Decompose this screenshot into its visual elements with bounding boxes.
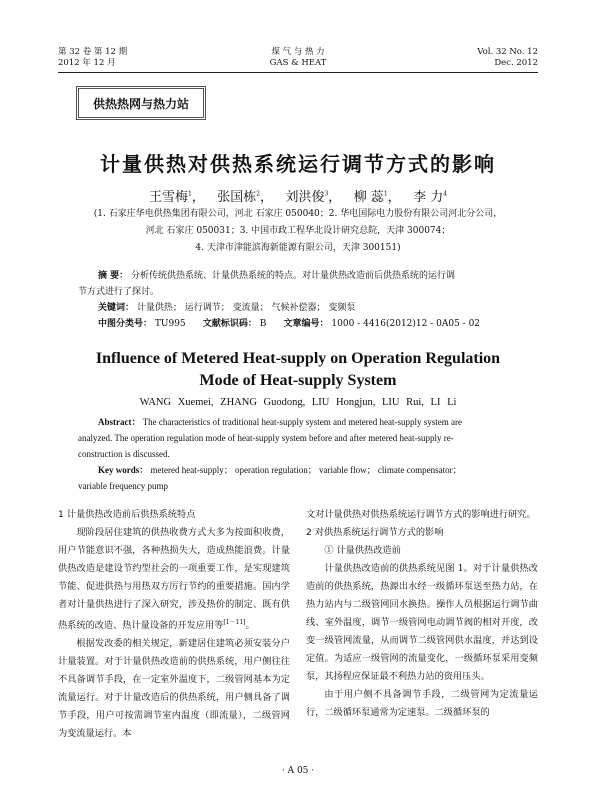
column-tag-label: 供热热网与热力站 (92, 96, 189, 111)
body-paragraph: 根据发改委的相关规定，新建居住建筑必须安装分户计量装置。对于计量供热改造前的供热系统，用户侧往往不具备调节手段，在一定室外温度下，二级管网基本为定流量运行。对于计量改造后的供热系统，用户侧具备了调节手段，用户可按需调节室内温度（即流量），二级管网为变流量运行。本 (58, 638, 290, 740)
keywords-en-label: Key words： (98, 465, 149, 475)
author-name: 刘洪俊 (285, 190, 325, 205)
clc-label: 中图分类号： (98, 319, 153, 329)
abstract-cn (78, 268, 518, 332)
citation-ref: [1－11] (223, 619, 246, 626)
doc-code-label: 文献标识码： (202, 319, 257, 329)
header-divider (58, 72, 538, 73)
date-en-text: Dec. 2012 (494, 58, 538, 68)
volume-en-text: Vol. 32 No. 12 (477, 47, 538, 57)
body-column-right (306, 506, 538, 722)
title-en-line: Mode of Heat-supply System (199, 372, 397, 389)
abstract-en-text: The characteristics of traditional heat-supply system and metered heat-supply system are (142, 417, 462, 427)
abstract-en-text: construction is discussed. (78, 449, 170, 459)
affiliation-line: (1. 石家庄华电供热集团有限公司，河北 石家庄 050040；2. 华电国际电力股份有限公司河北分公司， (93, 209, 503, 219)
abstract-en-label: Abstract： (98, 417, 141, 427)
authors-cn: 王雪梅$^1$， 张国栋$^2$， 刘洪俊$^3$， 柳 蕊$^1$， 李 力$^4$ (148, 190, 448, 205)
clc-value: TU995 (154, 319, 186, 329)
journal-name-en: GAS & HEAT (269, 58, 327, 68)
author-affil-sup: 3 (324, 190, 329, 198)
author-affil-sup: 1 (187, 190, 192, 198)
affiliation-line: 河北 石家庄 050031；3. 中国市政工程华北设计研究总院，天津 300074； (145, 226, 451, 236)
abstract-cn-text2: 节方式进行了探讨。 (78, 287, 160, 297)
abstract-en-text: analyzed. The operation regulation mode of heat-supply system before and after metered heat-supply re- (78, 433, 454, 443)
paper-title-cn: 计量供热对供热系统运行调节方式的影响 (100, 152, 496, 176)
date-cn-text: 2012 年 12 月 (58, 58, 116, 68)
authors-en: WANG Xuemei, ZHANG Guodong, LIU Hongjun, LIU Rui, LI Li (139, 397, 457, 408)
section-heading: 2 对供热系统运行调节方式的影响 (306, 527, 444, 538)
keywords-en-text: variable frequency pump (78, 481, 168, 491)
keywords-cn-label: 关键词： (98, 303, 135, 313)
abstract-cn-text: 分析传统供热系统、计量供热系统的特点。对计量供热改造前后供热系统的运行调 (131, 271, 456, 281)
keywords-en-text: metered heat-supply； operation regulation； variable flow； climate compensator； (150, 465, 462, 475)
keywords-en-line (78, 462, 518, 478)
classification-line (78, 316, 518, 332)
author-name: 王雪梅 (148, 190, 188, 205)
article-no-value: 1000 - 4416(2012)12 - 0A05 - 02 (331, 319, 481, 329)
subsection-heading: ① 计量供热改造前 (324, 545, 401, 556)
abstract-en (78, 414, 518, 494)
section-heading: 1 计量供热改造前后供热系统特点 (58, 509, 196, 520)
keywords-cn-line (78, 300, 518, 316)
article-no-label: 文章编号： (283, 319, 329, 329)
body-text: 。 (245, 620, 255, 632)
abstract-cn-line (78, 268, 518, 284)
journal-volume-en (477, 47, 538, 69)
title-en-line: Influence of Metered Heat-supply on Operation Regulation (95, 350, 501, 367)
page-number: · A 05 · (281, 766, 315, 776)
doc-code-value: B (259, 319, 267, 329)
author-affil-sup: 1 (383, 190, 388, 198)
abstract-en-line (78, 414, 518, 430)
journal-name-cn: 煤 气 与 热 力 (271, 47, 325, 57)
author-affil-sup: 4 (443, 190, 448, 198)
body-paragraph: 由于用户侧不具备调节手段，二级管网为定流量运行，二级循环泵通常为定速泵。二级循环泵的 (306, 689, 538, 718)
body-text: 现阶段居住建筑的供热收费方式大多为按面积收费，用户节能意识不强，各种热损失大，造成热能浪费。计量供热改造是建设节约型社会的一项重要工作，是实现建筑节能、促进供热与用热双方厉行节约的重要措施。国内学者对计量供热进行了深入研究，涉及热价的制定、既有供热系统的改造、热计量设备的开发应用等 (58, 527, 290, 632)
paper-title-en (0, 348, 596, 392)
author-name: 张国栋 (217, 190, 257, 205)
body-paragraph: 计量供热改造前的供热系统见图 1。对于计量供热改造前的供热系统，热源出水经一级循环泵送至热力站，在热力站内与二级管网回水换热。操作人员根据运行调节曲线、室外温度，调节一级管网电动调节阀的相对开度，改变一级管网流量，从而调节二级管网供水温度，并达到设定值。为适应一级管网的流量变化，一级循环泵采用变频泵，其扬程应保证最不利热力站的资用压头。 (306, 563, 538, 682)
affiliations-cn (50, 206, 546, 257)
affiliation-line: 4. 天津市津能滨海新能源有限公司，天津 300151) (195, 243, 401, 253)
column-tag (76, 86, 206, 120)
abstract-cn-label: 摘 要： (98, 271, 129, 281)
author-affil-sup: 2 (256, 190, 261, 198)
body-paragraph: 文对计量供热对供热系统运行调节方式的影响进行研究。 (306, 509, 536, 520)
body-paragraph (58, 524, 290, 635)
body-column-left (58, 506, 290, 743)
author-name: 李 力 (413, 190, 444, 205)
volume-text: 第 32 卷 第 12 期 (58, 47, 128, 57)
author-name: 柳 蕊 (353, 190, 384, 205)
keywords-cn-text: 计量供热； 运行调节； 变流量； 气候补偿器； 变频泵 (136, 303, 356, 313)
